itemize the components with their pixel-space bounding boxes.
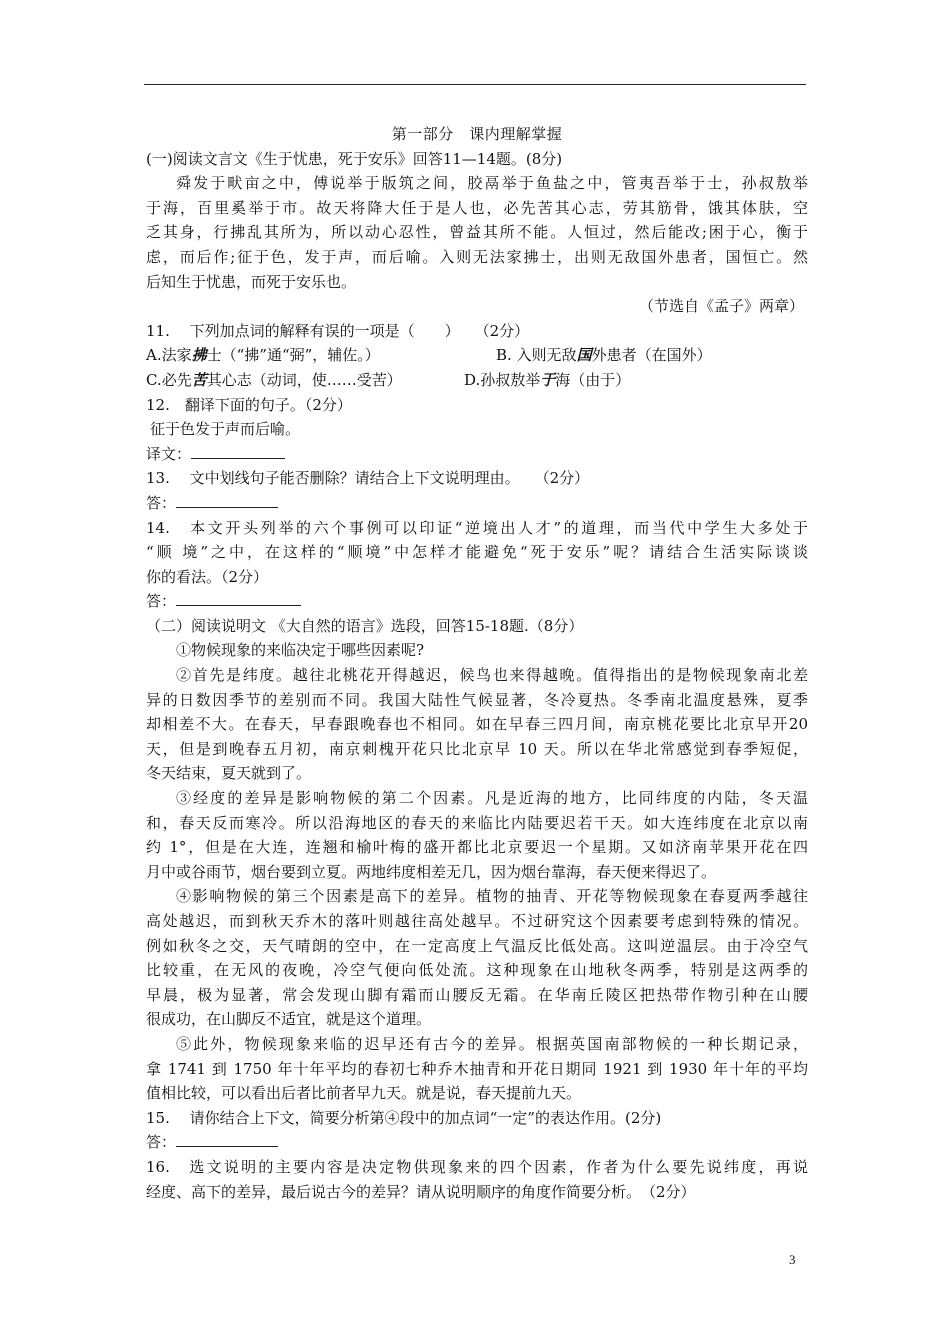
option-text: 海（由于） [555, 370, 631, 389]
paragraph-1: ①物候现象的来临决定于哪些因素呢? [176, 641, 425, 660]
q11-options-row1 [146, 343, 808, 368]
q12-stem: 12. 翻译下面的句子。（2分） [146, 395, 352, 414]
dotted-word: 于 [540, 370, 556, 389]
page-content [146, 122, 808, 1204]
passage-line: ②首先是纬度。越往北桃花开得越迟，候鸟也来得越晚。值得指出的是物候现象南北差 [176, 666, 808, 685]
q11-option-c [146, 368, 464, 393]
part-heading: 第一部分 课内理解掌握 [391, 125, 563, 143]
answer-blank[interactable] [176, 591, 301, 606]
option-text: C.必先 [146, 370, 192, 389]
passage-line: 于海，百里奚举于市。故天将降大任于是人也，必先苦其心志，劳其筋骨，饿其体肤，空 [146, 198, 808, 217]
page-number: 3 [789, 1252, 796, 1267]
q11-option-b [496, 343, 712, 368]
passage-line: 高处越迟，而到秋天乔木的落叶则越往高处越早。不过研究这个因素要考虑到特殊的情况。 [146, 912, 808, 930]
passage-line: 天，但是到晚春五月初，南京刺槐开花只比北京早 10 天。所以在华北常感觉到春季短促， [146, 739, 808, 758]
option-text: 外患者（在国外） [591, 346, 712, 365]
answer-label: 译文： [146, 444, 192, 463]
q14-answer [146, 589, 808, 614]
passage-line: 虑，而后作;征于色，发于声，而后喻。入则无法家拂士，出则无敌国外患者，国恒亡。然 [146, 247, 808, 266]
passage-line: 拿 1741 到 1750 年十年平均的春初七种乔木抽青和开花日期同 1921 到 1930 年十年的平均 [146, 1059, 808, 1078]
q16-line: 16. 选文说明的主要内容是决定物供现象来的四个因素，作者为什么要先说纬度，再说 [146, 1157, 808, 1176]
passage-source: （节选自《孟子》两章） [638, 297, 804, 316]
option-text: 士（“拂”通“弼”，辅佐。） [206, 346, 380, 365]
option-text: B. 入则无敌 [496, 346, 577, 365]
answer-label: 答： [146, 592, 177, 611]
q12-answer [146, 442, 808, 467]
q12-sentence: 征于色发于声而后喻。 [150, 420, 301, 439]
q14-line: “顺 境”之中，在这样的“顺境”中怎样才能避免“死于安乐”呢？请结合生活实际谈谈 [146, 543, 808, 562]
answer-blank[interactable] [176, 493, 278, 508]
option-text: 其心志（动词，使……受苦） [206, 370, 402, 389]
passage-line: 早晨，极为显著，常会发现山脚有霜而山腰反无霜。在华南丘陵区把热带作物引种在山腰 [146, 985, 808, 1004]
passage-line: 却相差不大。在春天，早春跟晚春也不相同。如在早春三四月间，南京桃花要比北京早开20 [146, 715, 808, 734]
passage-line: 冬天结束，夏天就到了。 [146, 764, 312, 783]
passage-line: ④影响物候的第三个因素是高下的差异。植物的抽青、开花等物候现象在春夏两季越往 [176, 887, 808, 906]
passage-line: 约 1°，但是在大连，连翘和榆叶梅的盛开都比北京要迟一个星期。又如济南苹果开花在四 [146, 838, 808, 857]
q13-answer [146, 491, 808, 516]
q11-options-row2 [146, 368, 808, 393]
q15-answer [146, 1130, 808, 1155]
answer-label: 答： [146, 493, 177, 512]
passage-line: 后知生于忧患，而死于安乐也。 [146, 272, 357, 291]
paragraph-2 [146, 663, 808, 786]
section2-title: （二）阅读说明文 《大自然的语言》选段，回答15-18题.（8分） [146, 616, 584, 635]
passage-line: 异的日数因季节的差别而不同。我国大陆性气候显著，冬冷夏热。冬季南北温度悬殊，夏季 [146, 690, 808, 709]
passage-line: ③经度的差异是影响物候的第二个因素。凡是近海的地方，比同纬度的内陆，冬天温 [176, 789, 808, 808]
q16-line: 经度、高下的差异，最后说古今的差异？请从说明顺序的角度作简要分析。 （2分） [146, 1182, 696, 1201]
passage-line: 很成功，在山脚反不适宜，就是这个道理。 [146, 1010, 432, 1029]
dotted-word: 国 [576, 346, 592, 365]
paragraph-3 [146, 786, 808, 884]
passage-line: 乏其身，行拂乱其所为，所以动心忍性，曾益其所不能。人恒过，然后能改;困于心，衡于 [146, 223, 808, 242]
q11-option-a [146, 343, 496, 368]
answer-blank[interactable] [176, 1132, 278, 1147]
q14-line: 14. 本文开头列举的六个事例可以印证“逆境出人才”的道理，而当代中学生大多处于 [146, 518, 808, 537]
section1-passage [146, 171, 808, 294]
q15-stem: 15. 请你结合上下文，简要分析第④段中的加点词“一定”的表达作用。(2分) [146, 1108, 662, 1127]
paragraph-5 [146, 1032, 808, 1106]
option-text: A.法家 [146, 346, 192, 365]
answer-blank[interactable] [191, 444, 285, 459]
header-rule [144, 84, 806, 85]
dotted-word: 苦 [191, 370, 207, 389]
q14-line: 你的看法。（2分） [146, 567, 269, 586]
q11-option-d [464, 368, 630, 393]
passage-line: 和，春天反而寒冷。所以沿海地区的春天的来临比内陆要迟若干天。如大连纬度在北京以南 [146, 813, 808, 832]
section1-title: (一)阅读文言文《生于忧患，死于安乐》回答11—14题。(8分) [146, 149, 563, 168]
passage-line: ⑤此外，物候现象来临的迟早还有古今的差异。根据英国南部物候的一种长期记录， [176, 1034, 808, 1053]
option-text: D.孙叔敖举 [464, 370, 541, 389]
passage-line: 例如秋冬之交，天气晴朗的空中，在一定高度上气温反比低处高。这叫逆温层。由于冷空气 [146, 936, 808, 955]
q11-stem: 11. 下列加点词的解释有误的一项是（ ） （2分） [146, 321, 530, 340]
passage-line: 舜发于畎亩之中，傅说举于版筑之间，胶鬲举于鱼盐之中，管夷吾举于士，孙叔敖举 [176, 174, 808, 193]
passage-line: 值相比较，可以看出后者比前者早九天。就是说，春天提前九天。 [146, 1084, 582, 1103]
dotted-word: 拂 [191, 346, 207, 365]
paragraph-4 [146, 884, 808, 1032]
passage-line: 比较重，在无风的夜晚，冷空气便向低处流。这种现象在山地秋冬两季，特别是这两季的 [146, 961, 808, 980]
answer-label: 答： [146, 1133, 177, 1152]
q13-stem: 13. 文中划线句子能否删除？请结合上下文说明理由。 （2分） [146, 469, 590, 488]
passage-line: 月中或谷雨节，烟台要到立夏。两地纬度相差无几，因为烟台靠海，春天便来得迟了。 [146, 862, 717, 881]
